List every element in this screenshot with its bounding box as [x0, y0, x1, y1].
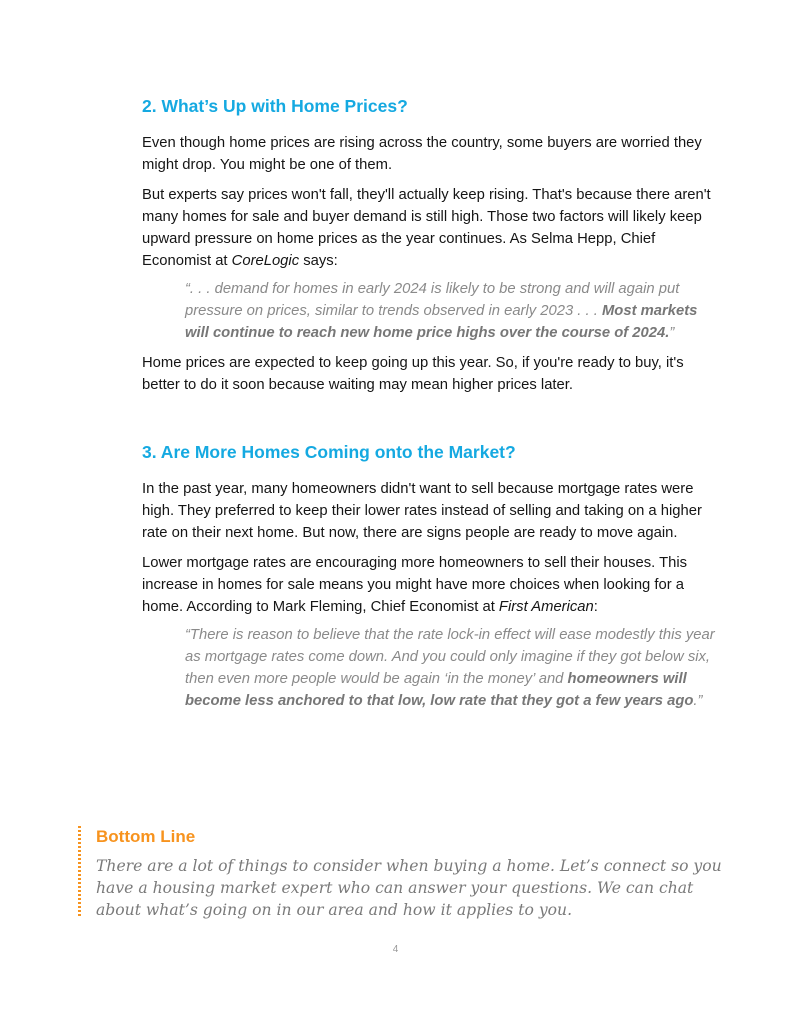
bottom-line-title: Bottom Line — [96, 827, 196, 846]
page-number: 4 — [392, 944, 399, 955]
quote-selma-hepp — [185, 278, 725, 344]
section-heading-more-homes: 3. Are More Homes Coming onto the Market? — [142, 442, 516, 462]
section-heading-home-prices: 2. What’s Up with Home Prices? — [142, 96, 408, 116]
paragraph-text: : — [593, 599, 598, 615]
paragraph-prices-intro: Even though home prices are rising across the country, some buyers are worried they might drop. You might be one of them. — [142, 135, 702, 173]
paragraph-homes-lower-rates — [142, 552, 720, 618]
quote-text: “There is reason to believe that the rate lock-in effect will ease modestly this year as mortgage rates come down. And you could only imagine if they got below six, then even more people would be again ‘in the money’ and — [185, 627, 715, 687]
paragraph-text: says: — [299, 253, 338, 269]
quote-close: .” — [693, 693, 703, 709]
paragraph-prices-conclusion: Home prices are expected to keep going up this year. So, if you're ready to buy, it's better to do it soon because waiting may mean higher prices later. — [142, 355, 684, 393]
paragraph-homes-past-year: In the past year, many homeowners didn't want to sell because mortgage rates were high. They preferred to keep their lower rates instead of selling and taking on a higher rate on their next home. But now, there are signs people are ready to move again. — [142, 481, 702, 541]
dotted-accent-bar — [78, 826, 81, 918]
quote-close: ” — [669, 325, 675, 341]
quote-text: “. . . demand for homes in early 2024 is likely to be strong and will again put pressure on prices, similar to trends observed in early 2023 . . . — [185, 281, 680, 319]
organization-name: CoreLogic — [231, 253, 300, 269]
paragraph-text: But experts say prices won't fall, they'll actually keep rising. That's because there aren't many homes for sale and buyer demand is still high. Those two factors will likely keep upward pressure on home prices as the year continues. As Selma Hepp, Chief Economist at — [142, 187, 711, 269]
bottom-line-callout — [78, 826, 738, 922]
paragraph-text: Lower mortgage rates are encouraging more homeowners to sell their houses. This increase in homes for sale means you might have more choices when looking for a home. According to Mark Fleming, Chief Economist at — [142, 555, 688, 615]
quote-mark-fleming — [185, 624, 725, 712]
paragraph-prices-experts — [142, 184, 720, 272]
quote-emphasis: Most markets will continue to reach new home price highs over the course of 2024. — [185, 303, 698, 341]
bottom-line-text: There are a lot of things to consider when buying a home. Let’s connect so you have a housing market expert who can answer your questions. We can chat about what’s going on in our area and how it applies to you. — [96, 857, 722, 919]
quote-emphasis: homeowners will become less anchored to that low, low rate that they got a few years ago — [185, 671, 694, 709]
organization-name: First American — [498, 599, 594, 615]
